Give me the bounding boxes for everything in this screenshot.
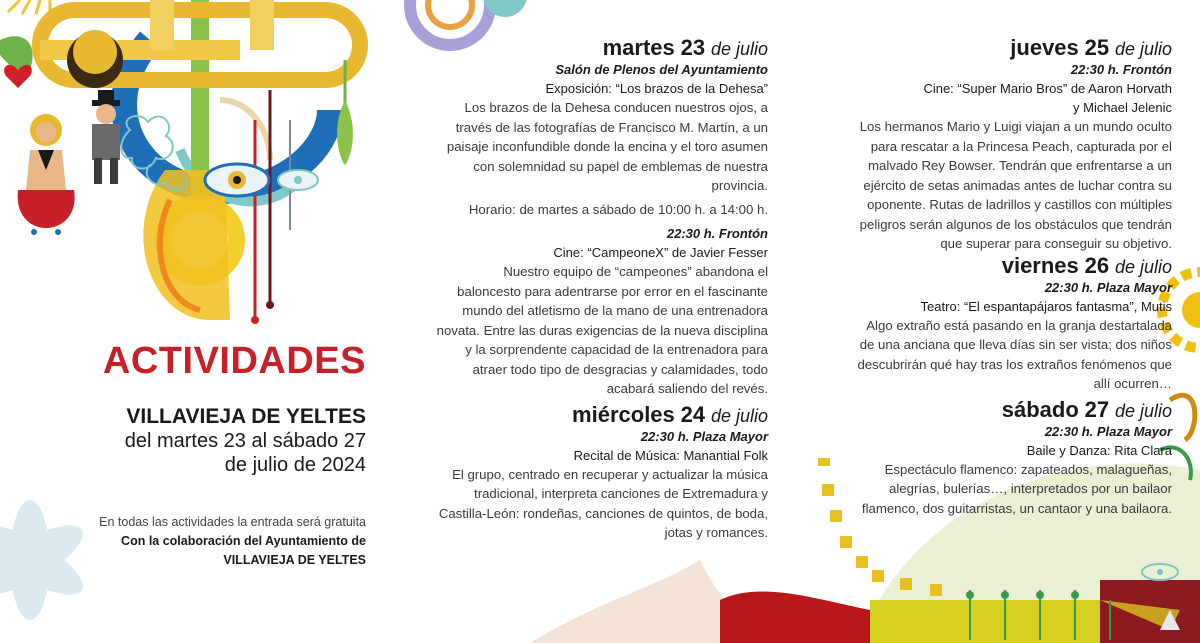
day-weekday: jueves (1010, 35, 1079, 60)
date-range-line-1: del martes 23 al sábado 27 (124, 430, 366, 452)
day-number: 24 (680, 401, 706, 427)
event-place: 22:30 h. Plaza Mayor (640, 428, 768, 444)
event-description: Espectáculo flamenco: zapateados, malagueñas, alegrías, bulerías…, interpretados por un bailaor flamenco, dos guitarristas, un cantaor y una bailaora. (861, 461, 1172, 516)
event-title: Cine: “Super Mario Bros” de Aaron Horvath y Michael Jelenic (923, 81, 1172, 115)
day-month: de julio (1114, 256, 1172, 277)
day-month: de julio (1114, 39, 1172, 59)
event-description: Nuestro equipo de “campeones” abandona el baloncesto para adentrarse por error en el fascinante mundo del atletismo de la mano de una entrenadora novata. Entre las duras exigencias de la nueva disciplina y la sorprendente capacidad de la entrenadora para atraer todo tipo de desgracias y calamidades, todo acabará saliendo del revés. (436, 264, 768, 396)
day-heading (838, 36, 1172, 61)
page-title: ACTIVIDADES (102, 340, 366, 382)
day-number: 25 (1084, 35, 1110, 60)
event-place: 22:30 h. Plaza Mayor (1044, 279, 1172, 295)
day-weekday: miércoles (572, 401, 675, 427)
town-name: VILLAVIEJA DE YELTES (126, 405, 366, 428)
day-weekday: martes (602, 35, 675, 60)
event-place: 22:30 h. Plaza Mayor (1044, 423, 1172, 439)
collaboration-line-1: Con la colaboración del Ayuntamiento de (121, 534, 366, 548)
woman-figure-icon (18, 114, 75, 235)
event-title: Baile y Danza: Rita Clara (1026, 442, 1172, 458)
event-title: Teatro: “El espantapájaros fantasma”, Mutis (920, 298, 1172, 314)
day-number: 26 (1084, 252, 1110, 278)
day-heading (430, 403, 768, 428)
event-description: El grupo, centrado en recuperar y actualizar la música tradicional, interpreta canciones de Extremadura y Castilla-León: rondeñas, canciones de quintos, de boda, jotas y romances. (438, 466, 768, 540)
event-description: Algo extraño está pasando en la granja destartalada de una anciana que lleva días sin ser vista; dos niños descubrirán qué hay tras los extraños fenómenos que allí ocurren… (857, 317, 1172, 391)
event-place: 22:30 h. Frontón (666, 226, 768, 241)
free-entry-note: En todas las actividades la entrada será gratuita (99, 515, 366, 529)
day-heading (838, 398, 1172, 423)
sunburst-icon (8, 0, 50, 14)
flower-icon (0, 500, 92, 620)
date-range-line-2: de julio de 2024 (224, 454, 366, 476)
day-month: de julio (1114, 400, 1172, 421)
event-title: Recital de Música: Manantial Folk (573, 447, 768, 463)
event-place: Salón de Plenos del Ayuntamiento (555, 62, 768, 77)
event-place: 22:30 h. Frontón (1070, 62, 1172, 77)
event-description: Los hermanos Mario y Luigi viajan a un mundo oculto para rescatar a la Princesa Peach, capturada por el malvado Rey Bowser. Tendrán que enfrentarse a un ejército de setas animadas antes de luchar contra su oponente. Rutas de ladrillos y castillos con múltiples peligros serán algunos de los obstáculos que tendrán que superar para conseguir su objetivo. (859, 119, 1172, 251)
day-month: de julio (710, 39, 768, 59)
exhibition-hours: Horario: de martes a sábado de 10:00 h. a 14:00 h. (468, 201, 768, 217)
schedule-column-2 (430, 36, 768, 543)
day-weekday: viernes (1001, 252, 1079, 278)
event-title: Cine: “CampeoneX” de Javier Fesser (553, 245, 768, 260)
day-weekday: sábado (1001, 396, 1079, 422)
schedule-column-3 (838, 36, 1172, 518)
day-heading (838, 254, 1172, 279)
day-number: 23 (680, 35, 706, 60)
event-description: Los brazos de la Dehesa conducen nuestros ojos, a través de las fotografías de Francisco M. Martín, a un paisaje inconfundible donde la encina y el toro asumen con solemnidad su papel de emblemas de nuestra provincia. (446, 100, 768, 193)
day-heading (430, 36, 768, 61)
eye-icon (278, 170, 318, 190)
day-month: de julio (710, 405, 768, 426)
event-title: Exposición: “Los brazos de la Dehesa” (545, 81, 768, 96)
day-number: 27 (1084, 396, 1110, 422)
man-figure-icon (92, 90, 120, 184)
cover-panel (90, 340, 366, 570)
collaboration-line-2: VILLAVIEJA DE YELTES (223, 553, 366, 567)
trumpet-icon (40, 0, 360, 88)
eye-icon (205, 164, 269, 196)
